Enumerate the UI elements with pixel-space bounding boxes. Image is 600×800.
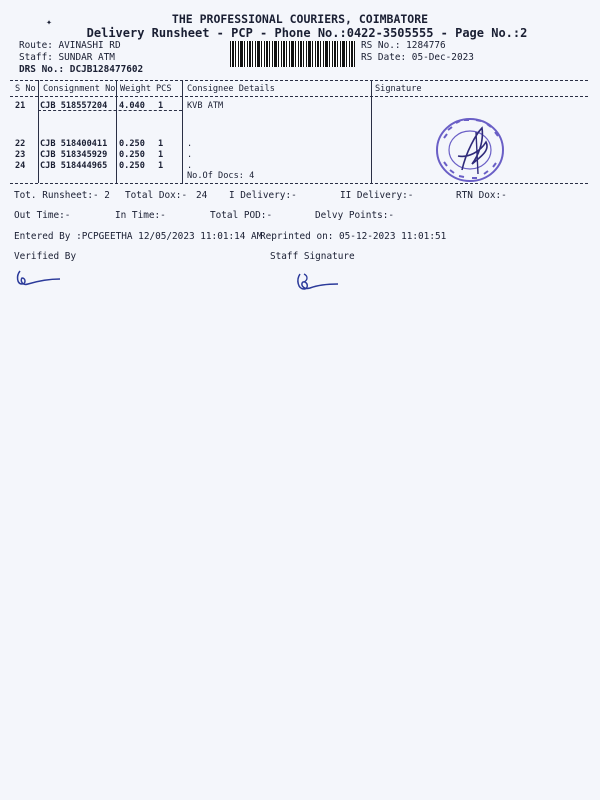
out-time: Out Time:- (14, 210, 71, 221)
verified-by-label: Verified By (14, 251, 77, 262)
company-stamp (432, 112, 512, 188)
rs-number: RS No.: 1284776 (361, 40, 446, 51)
table-row-details: . (187, 150, 193, 160)
table-row-consignment: CJB 518345929 (40, 150, 108, 160)
route-label: Route: AVINASHI RD (19, 40, 121, 51)
table-row-consignment: CJB 518400411 (40, 139, 108, 149)
table-row-details: KVB ATM (187, 101, 224, 111)
staff-signature-label: Staff Signature (270, 251, 355, 262)
table-row-weight: 4.040 (119, 101, 145, 111)
table-row-weight: 0.250 (119, 161, 145, 171)
table-row-pcs: 1 (158, 139, 164, 149)
i-delivery: I Delivery:- (229, 190, 297, 201)
total-pod: Total POD:- (210, 210, 273, 221)
table-row-sno: 22 (15, 139, 26, 149)
table-row-details: . (187, 161, 193, 171)
rtn-dox: RTN Dox:- (456, 190, 507, 201)
delvy-points: Delvy Points:- (315, 210, 395, 221)
col-header-pcs: PCS (156, 84, 172, 94)
staff-signature (294, 270, 340, 294)
col-header-consignee: Consignee Details (187, 84, 275, 94)
rs-date: RS Date: 05-Dec-2023 (361, 52, 474, 63)
ii-delivery: II Delivery:- (340, 190, 414, 201)
barcode (230, 41, 355, 67)
table-row-weight: 0.250 (119, 150, 145, 160)
row-underline (38, 110, 182, 111)
entered-by: Entered By :PCPGEETHA 12/05/2023 11:01:14 AM (14, 231, 263, 242)
runsheet-title: Delivery Runsheet - PCP - Phone No.:0422-3505555 - Page No.:2 (86, 26, 528, 40)
col-header-consignment: Consignment No (43, 84, 116, 94)
col-header-weight: Weight (120, 84, 152, 94)
table-row-sno: 23 (15, 150, 26, 160)
stray-mark: ✦ (46, 17, 53, 28)
col-divider (371, 80, 372, 183)
table-row-sno: 21 (15, 101, 26, 111)
table-row-sno: 24 (15, 161, 26, 171)
total-dox-value: 24 (196, 190, 208, 201)
verifier-signature (14, 268, 64, 290)
no-of-docs: No.Of Docs: 4 (187, 171, 255, 181)
drs-number: DRS No.: DCJB128477602 (19, 64, 144, 75)
col-divider (38, 80, 39, 183)
col-header-signature: Signature (375, 84, 422, 94)
total-dox-label: Total Dox:- (125, 190, 188, 201)
table-top-rule (10, 80, 588, 81)
tot-runsheet: Tot. Runsheet:- 2 (14, 190, 110, 201)
col-divider (116, 80, 117, 183)
table-row-pcs: 1 (158, 161, 164, 171)
staff-label: Staff: SUNDAR ATM (19, 52, 115, 63)
table-row-weight: 0.250 (119, 139, 145, 149)
table-row-details: . (187, 139, 193, 149)
table-row-consignment: CJB 518557204 (40, 101, 108, 111)
reprinted-on: Reprinted on: 05-12-2023 11:01:51 (260, 231, 447, 242)
in-time: In Time:- (115, 210, 166, 221)
table-row-pcs: 1 (158, 101, 164, 111)
col-divider (182, 80, 183, 183)
table-row-consignment: CJB 518444965 (40, 161, 108, 171)
table-row-pcs: 1 (158, 150, 164, 160)
col-header-sno: S No (15, 84, 36, 94)
table-header-rule (10, 96, 588, 97)
company-title: THE PROFESSIONAL COURIERS, COIMBATORE (171, 12, 429, 26)
